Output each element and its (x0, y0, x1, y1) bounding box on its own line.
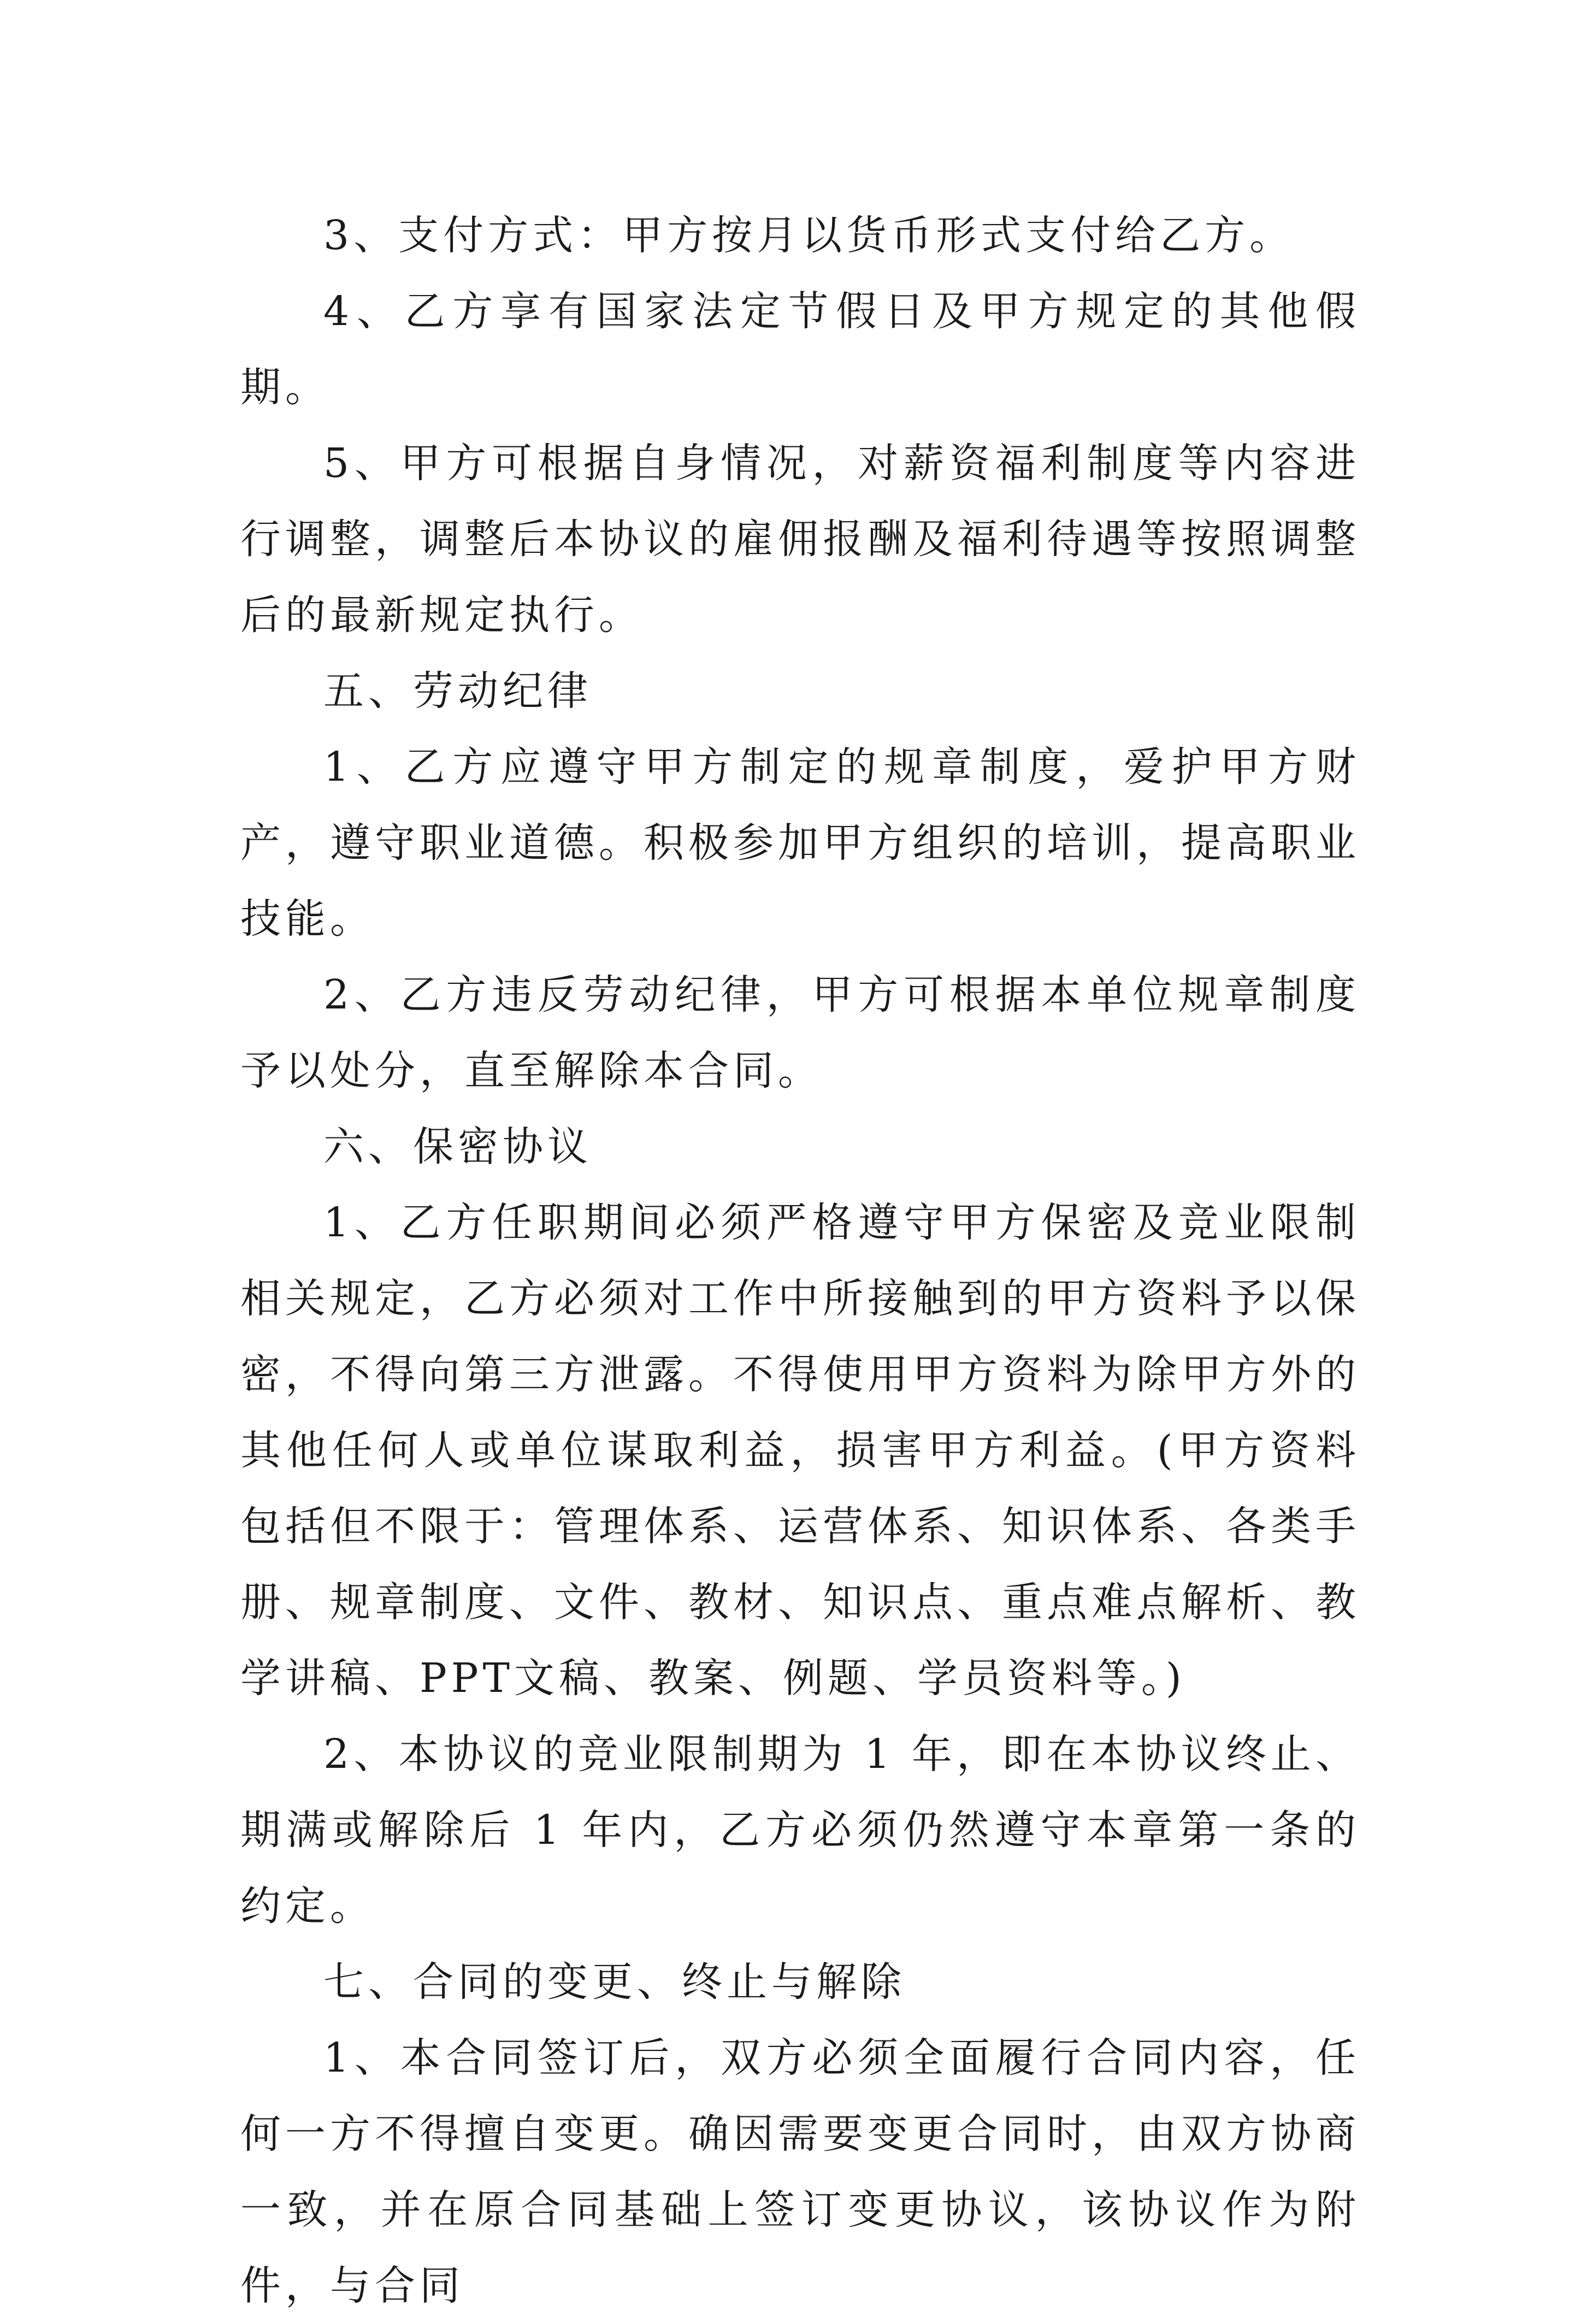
section-heading-confidentiality: 六、保密协议 (323, 1123, 592, 1170)
document-page (240, 198, 1360, 2324)
section-heading-contract-changes: 七、合同的变更、终止与解除 (323, 1959, 906, 2006)
discipline-clause-2: 2、乙方违反劳动纪律，甲方可根据本单位规章制度予以处分，直至解除本合同。 (240, 971, 1360, 1094)
confidentiality-clause-2: 2、本协议的竞业限制期为 1 年，即在本协议终止、期满或解除后 1 年内，乙方必须仍然遵守本章第一条的约定。 (240, 1731, 1360, 1930)
contract-changes-clause-1: 1、本合同签订后，双方必须全面履行合同内容，任何一方不得擅自变更。确因需要变更合同时，由双方协商一致，并在原合同基础上签订变更协议，该协议作为附件，与合同 (240, 2034, 1360, 2309)
section-heading-labor-discipline: 五、劳动纪律 (323, 668, 592, 715)
discipline-clause-1: 1、乙方应遵守甲方制定的规章制度，爱护甲方财产，遵守职业道德。积极参加甲方组织的培训，提高职业技能。 (240, 744, 1360, 942)
clause-3-payment: 3、支付方式：甲方按月以货币形式支付给乙方。 (323, 212, 1295, 259)
clause-5-adjustment: 5、甲方可根据自身情况，对薪资福利制度等内容进行调整，调整后本协议的雇佣报酬及福利待遇等按照调整后的最新规定执行。 (240, 440, 1360, 639)
confidentiality-clause-1: 1、乙方任职期间必须严格遵守甲方保密及竞业限制相关规定，乙方必须对工作中所接触到的甲方资料予以保密，不得向第三方泄露。不得使用甲方资料为除甲方外的其他任何人或单位谋取利益，损害甲方利益。(甲方资料包括但不限于：管理体系、运营体系、知识体系、各类手册、规章制度、文件、教材、知识点、重点难点解析、教学讲稿、PPT文稿、教案、例题、学员资料等。) (240, 1199, 1360, 1702)
clause-4-holidays: 4、乙方享有国家法定节假日及甲方规定的其他假期。 (240, 288, 1360, 411)
